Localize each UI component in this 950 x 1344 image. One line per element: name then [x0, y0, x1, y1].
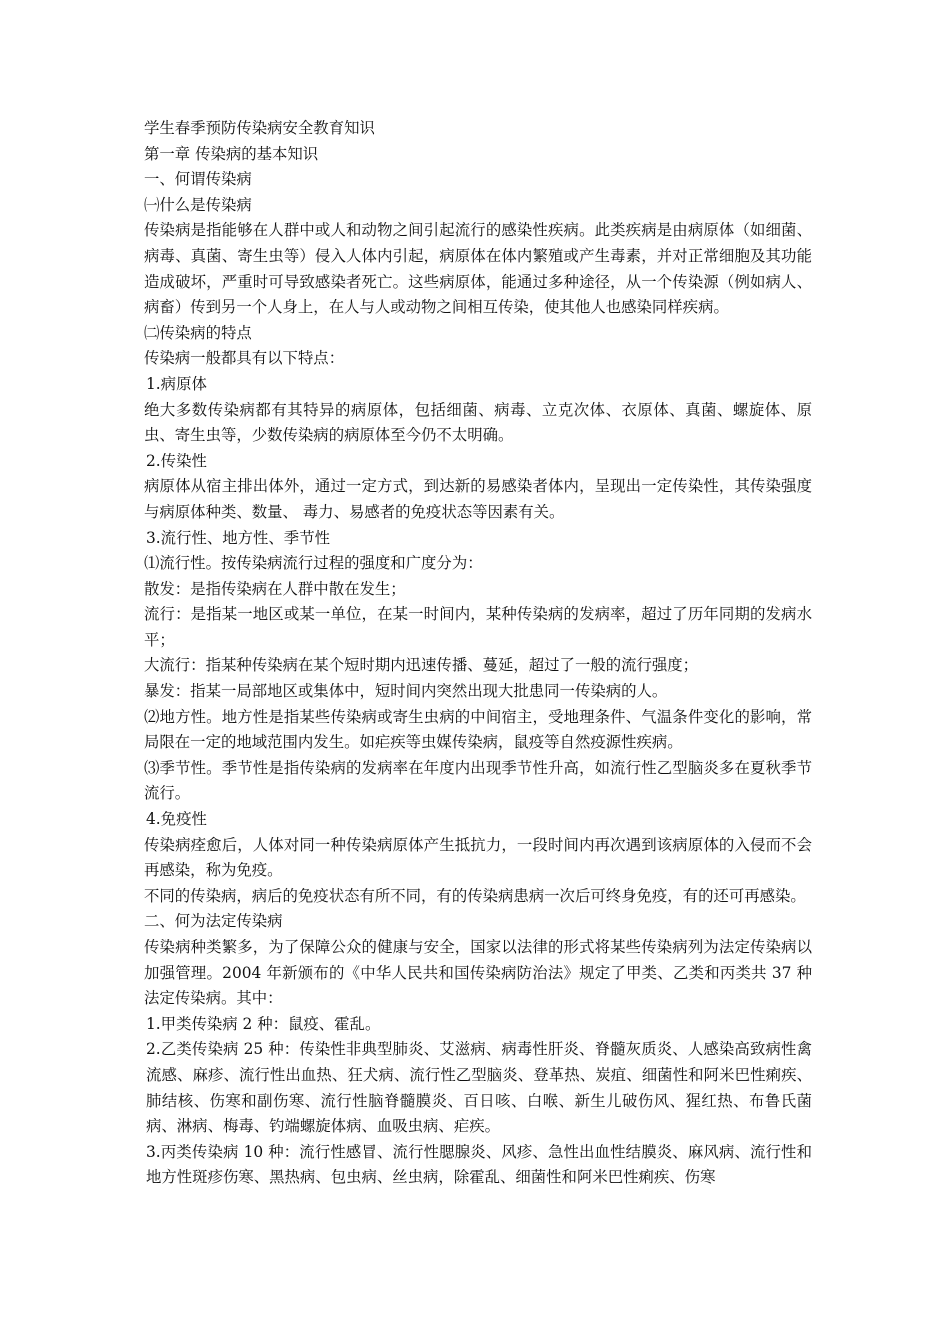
subsection-heading: ㈡传染病的特点: [144, 323, 252, 342]
paragraph: ⑶季节性。季节性是指传染病的发病率在年度内出现季节性升高，如流行性乙型脑炎多在夏秋季节流行。: [144, 758, 812, 803]
paragraph: 病原体从宿主排出体外，通过一定方式，到达新的易感染者体内，呈现出一定传染性，其传染强度与病原体种类、数量、 毒力、易感者的免疫状态等因素有关。: [144, 477, 812, 521]
paragraph: 传染病痊愈后，人体对同一种传染病原体产生抵抗力，一段时间内再次遇到该病原体的入侵而不会再感染，称为免疫。: [144, 835, 812, 880]
list-item: 3.丙类传染病 10 种：流行性感冒、流行性腮腺炎、风疹、急性出血性结膜炎、麻风病、流行性和地方性斑疹伤寒、黑热病、包虫病、丝虫病，除霍乱、细菌性和阿米巴性痢疾、伤寒: [146, 1142, 812, 1187]
list-item: 2.乙类传染病 25 种：传染性非典型肺炎、艾滋病、病毒性肝炎、脊髓灰质炎、人感染高致病性禽流感、麻疹、流行性出血热、狂犬病、流行性乙型脑炎、登革热、炭疽、细菌性和阿米巴性痢疾、肺结核、伤寒和副伤寒、流行性脑脊髓膜炎、百日咳、白喉、新生儿破伤风、猩红热、布鲁氏菌病、淋病、梅毒、钓端螺旋体病、血吸虫病、疟疾。: [146, 1040, 812, 1136]
section-heading: 一、何谓传染病: [144, 170, 252, 189]
paragraph: 不同的传染病，病后的免疫状态有所不同，有的传染病患病一次后可终身免疫，有的还可再感染。: [144, 886, 806, 905]
paragraph: 暴发：指某一局部地区或集体中，短时间内突然出现大批患同一传染病的人。: [144, 682, 668, 701]
paragraph: 传染病是指能够在人群中或人和动物之间引起流行的感染性疾病。此类疾病是由病原体（如细菌、病毒、真菌、寄生虫等）侵入人体内引起，病原体在体内繁殖或产生毒素，并对正常细胞及其功能造成破坏，严重时可导致感染者死亡。这些病原体，能通过多种途径，从一个传染源（例如病人、病畜）传到另一个人身上，在人与人或动物之间相互传染，使其他人也感染同样疾病。: [144, 221, 812, 317]
paragraph: 大流行：指某种传染病在某个短时期内迅速传播、蔓延，超过了一般的流行强度；: [144, 656, 699, 675]
document-body: [144, 116, 812, 1191]
list-item: 1.甲类传染病 2 种：鼠疫、霍乱。: [146, 1014, 381, 1033]
list-heading: 3.流行性、地方性、季节性: [146, 528, 330, 547]
paragraph: 绝大多数传染病都有其特异的病原体，包括细菌、病毒、立克次体、衣原体、真菌、螺旋体、原虫、寄生虫等，少数传染病的病原体至今仍不太明确。: [144, 400, 812, 445]
subsection-heading: ㈠什么是传染病: [144, 195, 252, 214]
section-heading: 二、何为法定传染病: [144, 912, 283, 931]
list-heading: 4.免疫性: [146, 810, 207, 829]
list-heading: 1.病原体: [146, 374, 207, 393]
paragraph: 散发：是指传染病在人群中散在发生；: [144, 579, 406, 598]
paragraph: 传染病种类繁多，为了保障公众的健康与安全，国家以法律的形式将某些传染病列为法定传染病以加强管理。2004 年新颁布的《中华人民共和国传染病防治法》规定了甲类、乙类和丙类共 37 种法定传染病。其中：: [144, 938, 812, 1008]
paragraph: ⑴流行性。按传染病流行过程的强度和广度分为：: [144, 554, 483, 573]
document-title: 学生春季预防传染病安全教育知识: [144, 119, 375, 137]
paragraph: ⑵地方性。地方性是指某些传染病或寄生虫病的中间宿主，受地理条件、气温条件变化的影响，常局限在一定的地域范围内发生。如疟疾等虫媒传染病，鼠疫等自然疫源性疾病。: [144, 707, 812, 752]
paragraph: 传染病一般都具有以下特点：: [144, 349, 345, 368]
list-heading: 2.传染性: [146, 451, 207, 470]
chapter-heading: 第一章 传染病的基本知识: [144, 144, 319, 163]
paragraph: 流行：是指某一地区或某一单位，在某一时间内，某种传染病的发病率，超过了历年同期的发病水平；: [144, 605, 812, 649]
